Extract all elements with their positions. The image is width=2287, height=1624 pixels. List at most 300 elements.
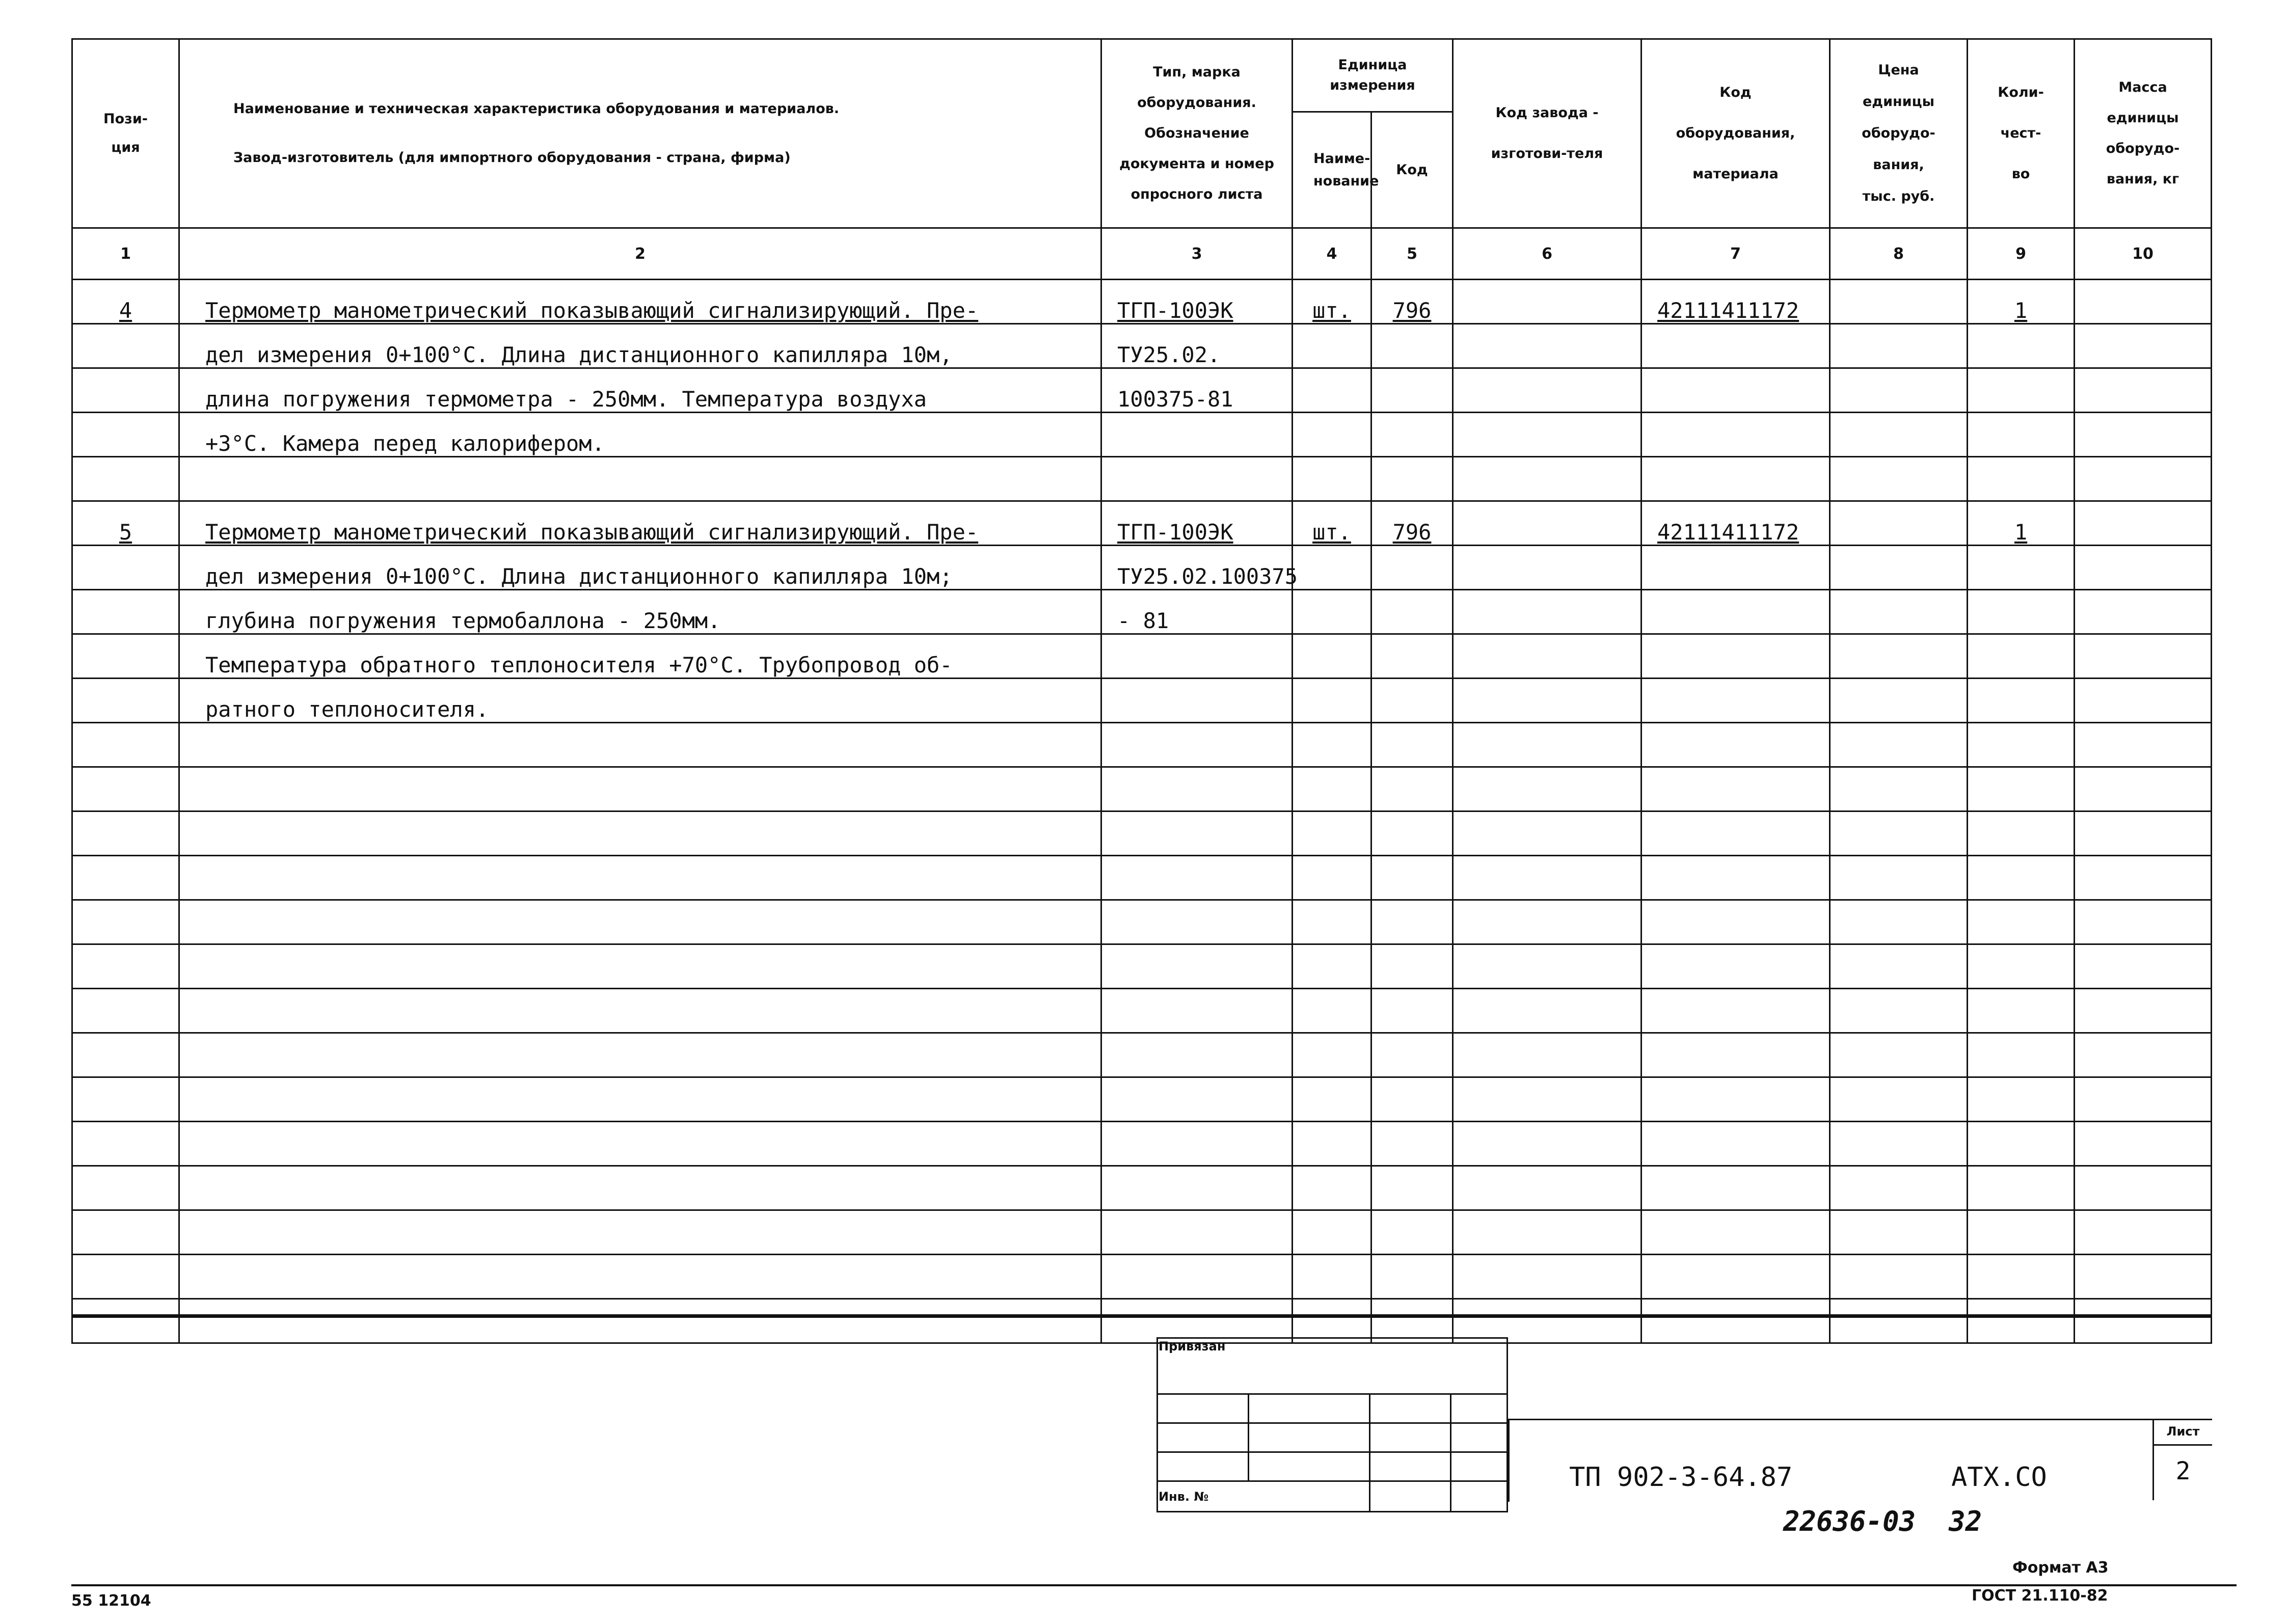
- column-number: 8: [1830, 228, 1968, 280]
- table-cell: [72, 767, 179, 811]
- table-cell: [1968, 679, 2075, 723]
- table-cell: [2075, 280, 2212, 324]
- table-cell: [72, 811, 179, 856]
- table-cell: [2075, 767, 2212, 811]
- table-cell: [1830, 1166, 1968, 1210]
- table-cell: [2075, 413, 2212, 457]
- table-cell: [1101, 413, 1293, 457]
- sheet-box: [2153, 1419, 2212, 1500]
- cell-text: ТУ25.02.100375: [1117, 564, 1298, 589]
- table-row: [72, 1122, 2212, 1166]
- table-cell: [1293, 856, 1371, 900]
- table-cell: [72, 546, 179, 590]
- cell-text: +3°С. Камера перед калорифером.: [205, 431, 605, 456]
- table-cell: [1293, 944, 1371, 989]
- header-name-line2: Завод-изготовитель (для импортного оборудования - страна, фирма): [233, 150, 791, 166]
- table-cell: [1371, 679, 1453, 723]
- table-cell: [1293, 900, 1371, 944]
- table-cell: [2075, 856, 2212, 900]
- footer-gost: ГОСТ 21.110-82: [1972, 1587, 2108, 1605]
- table-cell: [2075, 1166, 2212, 1210]
- cell-text: дел измерения 0+100°С. Длина дистанционного капилляра 10м;: [205, 564, 953, 589]
- table-row: [72, 546, 2212, 590]
- table-cell: [1968, 1122, 2075, 1166]
- table-row: [72, 679, 2212, 723]
- cell-text: Термометр манометрический показывающий сигнализирующий. Пре-: [205, 520, 979, 545]
- table-cell: [1453, 413, 1642, 457]
- sheet-label: Лист: [2154, 1419, 2212, 1446]
- table-cell: [1968, 767, 2075, 811]
- table-cell: [179, 634, 1101, 679]
- table-cell: [1293, 1033, 1371, 1077]
- table-cell: [1371, 1122, 1453, 1166]
- table-cell: [179, 280, 1101, 324]
- table-cell: [1968, 811, 2075, 856]
- table-cell: [1371, 546, 1453, 590]
- table-cell: [1101, 1210, 1293, 1255]
- header-mass: Масса единицы оборудо-вания, кг: [2075, 39, 2212, 228]
- table-cell: [1968, 989, 2075, 1033]
- table-cell: [1293, 989, 1371, 1033]
- table-cell: [1642, 723, 1830, 767]
- table-cell: [2075, 723, 2212, 767]
- table-cell: [72, 989, 179, 1033]
- table-row: [72, 1255, 2212, 1299]
- table-cell: [2075, 1033, 2212, 1077]
- table-cell: [1830, 1122, 1968, 1166]
- table-cell: [1101, 590, 1293, 634]
- table-row: [72, 590, 2212, 634]
- table-cell: [1968, 900, 2075, 944]
- header-price: Цена единицы оборудо-вания, тыс. руб.: [1830, 39, 1968, 228]
- table-cell: [1453, 1122, 1642, 1166]
- table-cell: [1642, 900, 1830, 944]
- table-cell: [2075, 1122, 2212, 1166]
- table-cell: [179, 590, 1101, 634]
- table-cell: [1101, 944, 1293, 989]
- table-cell: [1453, 856, 1642, 900]
- table-cell: [1371, 1077, 1453, 1122]
- table-cell: [1830, 723, 1968, 767]
- table-cell: [72, 1122, 179, 1166]
- cell-text: шт.: [1312, 520, 1351, 545]
- table-cell: [1642, 368, 1830, 413]
- table-cell: [1642, 324, 1830, 368]
- table-cell: [1830, 546, 1968, 590]
- table-cell: [1293, 368, 1371, 413]
- doc-designation: ТП 902-3-64.87: [1569, 1462, 1793, 1493]
- cell-text: 1: [2014, 298, 2028, 323]
- table-cell: [1453, 590, 1642, 634]
- table-cell: [1642, 944, 1830, 989]
- table-row: [72, 723, 2212, 767]
- table-cell: [1830, 280, 1968, 324]
- header-factory-code: Код завода - изготови-теля: [1453, 39, 1642, 228]
- table-cell: [1642, 856, 1830, 900]
- table-cell: [1453, 501, 1642, 546]
- table-cell: [1642, 1255, 1830, 1299]
- table-cell: [1371, 368, 1453, 413]
- cell-text: 796: [1392, 298, 1432, 323]
- table-cell: [1453, 944, 1642, 989]
- table-cell: [2075, 501, 2212, 546]
- table-cell: [2075, 590, 2212, 634]
- table-cell: [72, 634, 179, 679]
- table-cell: [179, 679, 1101, 723]
- doc-code: АТХ.СО: [1951, 1462, 2047, 1493]
- table-cell: [1830, 1077, 1968, 1122]
- table-cell: [1968, 1166, 2075, 1210]
- table-cell: [1293, 634, 1371, 679]
- table-cell: [2075, 989, 2212, 1033]
- table-cell: [1453, 546, 1642, 590]
- table-row: [72, 900, 2212, 944]
- table-cell: [1293, 679, 1371, 723]
- table-cell: [1830, 590, 1968, 634]
- table-cell: [1642, 501, 1830, 546]
- table-cell: [179, 546, 1101, 590]
- table-cell: [72, 1166, 179, 1210]
- table-row: [72, 634, 2212, 679]
- header-name-line1: Наименование и техническая характеристика оборудования и материалов.: [233, 101, 840, 117]
- table-cell: [179, 457, 1101, 501]
- table-cell: [1830, 1255, 1968, 1299]
- cell-text: глубина погружения термобаллона - 250мм.: [205, 608, 721, 633]
- table-cell: [1453, 1255, 1642, 1299]
- table-cell: [1453, 1210, 1642, 1255]
- table-cell: [72, 413, 179, 457]
- table-cell: [1830, 1033, 1968, 1077]
- inv-cell: [1158, 1481, 1370, 1512]
- table-cell: [1371, 1210, 1453, 1255]
- table-cell: [1453, 1077, 1642, 1122]
- table-cell: [1371, 324, 1453, 368]
- table-cell: [1830, 811, 1968, 856]
- table-cell: [1830, 368, 1968, 413]
- table-cell: [2075, 944, 2212, 989]
- column-number: 3: [1101, 228, 1293, 280]
- column-number: 10: [2075, 228, 2212, 280]
- table-cell: [1642, 1122, 1830, 1166]
- table-cell: [1968, 590, 2075, 634]
- table-cell: [1101, 501, 1293, 546]
- table-row: [72, 501, 2212, 546]
- table-cell: [1830, 989, 1968, 1033]
- table-cell: [72, 590, 179, 634]
- table-cell: [2075, 634, 2212, 679]
- header-name: [179, 39, 1101, 228]
- table-cell: [1830, 501, 1968, 546]
- handwritten-number: 22636-03 32: [1783, 1505, 1982, 1537]
- table-cell: [1371, 811, 1453, 856]
- table-cell: [2075, 900, 2212, 944]
- table-cell: [1101, 634, 1293, 679]
- table-cell: [1453, 1033, 1642, 1077]
- footer-line: [71, 1584, 2237, 1586]
- table-cell: [72, 900, 179, 944]
- table-cell: [72, 501, 179, 546]
- table-cell: [1642, 1210, 1830, 1255]
- table-cell: [1101, 457, 1293, 501]
- table-cell: [2075, 811, 2212, 856]
- table-row: [72, 368, 2212, 413]
- table-cell: [1453, 679, 1642, 723]
- table-cell: [1101, 1255, 1293, 1299]
- table-cell: [1293, 457, 1371, 501]
- table-cell: [179, 767, 1101, 811]
- table-cell: [72, 368, 179, 413]
- table-cell: [179, 723, 1101, 767]
- table-cell: [2075, 546, 2212, 590]
- table-cell: [1371, 767, 1453, 811]
- table-cell: [179, 324, 1101, 368]
- table-cell: [179, 1122, 1101, 1166]
- table-cell: [179, 900, 1101, 944]
- table-cell: [179, 413, 1101, 457]
- table-cell: [1830, 457, 1968, 501]
- table-cell: [1453, 1166, 1642, 1210]
- table-cell: [1968, 634, 2075, 679]
- table-row: [72, 811, 2212, 856]
- header-equipment-code: Код оборудования, материала: [1642, 39, 1830, 228]
- table-cell: [179, 501, 1101, 546]
- table-cell: [1642, 1077, 1830, 1122]
- table-cell: [1101, 1033, 1293, 1077]
- table-cell: [1371, 989, 1453, 1033]
- header-unit-name: Наиме-нование: [1293, 112, 1371, 228]
- table-cell: [1101, 989, 1293, 1033]
- table-cell: [1968, 324, 2075, 368]
- table-cell: [179, 1255, 1101, 1299]
- table-cell: [1968, 1255, 2075, 1299]
- table-cell: [1968, 501, 2075, 546]
- cell-text: 42111411172: [1657, 520, 1799, 545]
- table-cell: [179, 1210, 1101, 1255]
- table-cell: [1371, 634, 1453, 679]
- table-cell: [1968, 723, 2075, 767]
- table-cell: [1830, 944, 1968, 989]
- table-cell: [1453, 723, 1642, 767]
- sheet-number: 2: [2175, 1457, 2191, 1485]
- table-cell: [1101, 1077, 1293, 1122]
- table-cell: [1642, 590, 1830, 634]
- table-cell: [1371, 1255, 1453, 1299]
- table-cell: [179, 1077, 1101, 1122]
- header-position: Пози- ция: [72, 39, 179, 228]
- table-cell: [1642, 1033, 1830, 1077]
- header-quantity: Коли-чест-во: [1968, 39, 2075, 228]
- table-cell: [2075, 1255, 2212, 1299]
- header-unit-group: Единица измерения: [1293, 39, 1453, 112]
- table-cell: [1101, 723, 1293, 767]
- table-cell: [72, 723, 179, 767]
- table-cell: [1371, 501, 1453, 546]
- table-row: [72, 457, 2212, 501]
- table-cell: [1101, 811, 1293, 856]
- table-cell: [1371, 944, 1453, 989]
- table-cell: [72, 1033, 179, 1077]
- table-cell: [1830, 900, 1968, 944]
- table-cell: [1453, 900, 1642, 944]
- table-cell: [2075, 368, 2212, 413]
- header-type: Тип, марка оборудования. Обозначение документа и номер опросного листа: [1101, 39, 1293, 228]
- table-cell: [2075, 1077, 2212, 1122]
- table-cell: [1293, 1077, 1371, 1122]
- table-cell: [1642, 413, 1830, 457]
- cell-text: ТГП-100ЭК: [1117, 298, 1233, 323]
- table-cell: [1101, 767, 1293, 811]
- table-cell: [1101, 1166, 1293, 1210]
- table-cell: [1371, 457, 1453, 501]
- table-cell: [1101, 900, 1293, 944]
- specification-table: [71, 38, 2212, 1344]
- column-number: 9: [1968, 228, 2075, 280]
- table-cell: [1293, 1122, 1371, 1166]
- table-row: [72, 767, 2212, 811]
- column-number: 1: [72, 228, 179, 280]
- table-cell: [179, 856, 1101, 900]
- table-row: [72, 989, 2212, 1033]
- table-cell: [1642, 679, 1830, 723]
- table-cell: [1830, 413, 1968, 457]
- cell-text: 4: [119, 298, 132, 323]
- table-cell: [72, 457, 179, 501]
- table-cell: [1830, 856, 1968, 900]
- table-cell: [1101, 856, 1293, 900]
- table-cell: [179, 1033, 1101, 1077]
- table-cell: [1453, 457, 1642, 501]
- table-cell: [1371, 280, 1453, 324]
- linked-label-cell: [1158, 1338, 1508, 1394]
- table-row: [72, 944, 2212, 989]
- table-cell: [1101, 546, 1298, 590]
- table-cell: [1968, 944, 2075, 989]
- table-cell: [1642, 634, 1830, 679]
- cell-text: 796: [1392, 520, 1432, 545]
- table-cell: [1371, 413, 1453, 457]
- table-cell: [1453, 634, 1642, 679]
- footer-format: Формат А3: [2012, 1559, 2109, 1577]
- table-cell: [2075, 679, 2212, 723]
- table-cell: [1371, 856, 1453, 900]
- table-cell: [1830, 324, 1968, 368]
- table-cell: [2075, 1210, 2212, 1255]
- table-cell: [1642, 457, 1830, 501]
- table-row: [72, 280, 2212, 324]
- table-cell: [1293, 501, 1371, 546]
- table-cell: [1293, 1255, 1371, 1299]
- table-cell: [2075, 324, 2212, 368]
- table-cell: [1453, 368, 1642, 413]
- table-cell: [72, 280, 179, 324]
- table-cell: [1293, 1166, 1371, 1210]
- cell-text: Термометр манометрический показывающий сигнализирующий. Пре-: [205, 298, 979, 323]
- table-cell: [1371, 590, 1453, 634]
- cell-text: 1: [2014, 520, 2028, 545]
- cell-text: 5: [119, 520, 132, 545]
- table-cell: [179, 989, 1101, 1033]
- table-cell: [72, 856, 179, 900]
- table-cell: [1968, 546, 2075, 590]
- table-cell: [1830, 634, 1968, 679]
- table-row: [72, 413, 2212, 457]
- table-cell: [72, 944, 179, 989]
- table-cell: [72, 1210, 179, 1255]
- table-row: [72, 1166, 2212, 1210]
- column-number: 5: [1371, 228, 1453, 280]
- footer-left-code: 55 12104: [71, 1592, 151, 1610]
- table-cell: [2075, 457, 2212, 501]
- cell-text: ратного теплоносителя.: [205, 697, 489, 722]
- table-cell: [179, 811, 1101, 856]
- table-cell: [1968, 1033, 2075, 1077]
- table-cell: [1453, 989, 1642, 1033]
- table-cell: [1293, 590, 1371, 634]
- linked-stamp: [1156, 1337, 1508, 1512]
- cell-text: Температура обратного теплоносителя +70°С. Трубопровод об-: [205, 653, 953, 678]
- table-cell: [1968, 856, 2075, 900]
- table-cell: [72, 1255, 179, 1299]
- table-cell: [1293, 767, 1371, 811]
- table-row: [72, 324, 2212, 368]
- table-cell: [179, 1166, 1101, 1210]
- table-cell: [1830, 1210, 1968, 1255]
- table-cell: [1968, 1077, 2075, 1122]
- table-cell: [1453, 811, 1642, 856]
- linked-label: Привязан: [1159, 1339, 1226, 1354]
- table-cell: [72, 679, 179, 723]
- cell-text: длина погружения термометра - 250мм. Температура воздуха: [205, 387, 927, 412]
- table-cell: [1293, 1210, 1371, 1255]
- column-number: 2: [179, 228, 1101, 280]
- table-cell: [1453, 324, 1642, 368]
- table-cell: [1293, 280, 1371, 324]
- column-number: 7: [1642, 228, 1830, 280]
- column-number: 6: [1453, 228, 1642, 280]
- table-cell: [1101, 679, 1293, 723]
- table-cell: [1293, 811, 1371, 856]
- cell-text: - 81: [1117, 608, 1169, 633]
- table-cell: [1830, 679, 1968, 723]
- table-cell: [1968, 280, 2075, 324]
- table-cell: [1293, 546, 1371, 590]
- table-cell: [179, 944, 1101, 989]
- cell-text: 42111411172: [1657, 298, 1799, 323]
- table-cell: [1101, 324, 1293, 368]
- table-cell: [1101, 280, 1293, 324]
- table-cell: [1101, 368, 1293, 413]
- table-row: [72, 1210, 2212, 1255]
- table-cell: [179, 368, 1101, 413]
- table-cell: [1453, 767, 1642, 811]
- table-cell: [1830, 767, 1968, 811]
- table-cell: [1968, 368, 2075, 413]
- cell-text: ТУ25.02.: [1117, 342, 1221, 367]
- table-cell: [1642, 989, 1830, 1033]
- table-cell: [1371, 900, 1453, 944]
- table-cell: [1101, 1122, 1293, 1166]
- cell-text: шт.: [1312, 298, 1351, 323]
- header-unit-code: Код: [1371, 112, 1453, 228]
- inv-label: Инв. №: [1159, 1489, 1209, 1504]
- table-cell: [1293, 413, 1371, 457]
- table-cell: [72, 324, 179, 368]
- table-cell: [1642, 280, 1830, 324]
- cell-text: ТГП-100ЭК: [1117, 520, 1233, 545]
- cell-text: дел измерения 0+100°С. Длина дистанционного капилляра 10м,: [205, 342, 953, 367]
- table-row: [72, 1077, 2212, 1122]
- table-row: [72, 1033, 2212, 1077]
